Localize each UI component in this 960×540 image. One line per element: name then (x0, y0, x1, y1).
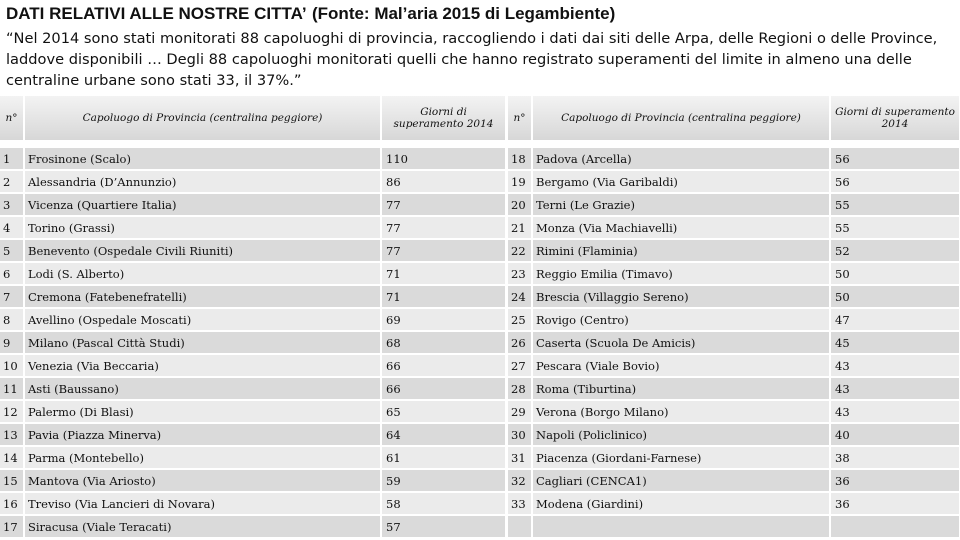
table-row (508, 239, 960, 262)
table-header-row (0, 96, 506, 144)
days-cell: 77 (381, 193, 506, 216)
table-row (508, 193, 960, 216)
table-row (508, 492, 960, 515)
source-citation: (Fonte: Mal’aria 2015 di Legambiente) (312, 4, 616, 23)
rank-cell: 24 (508, 285, 532, 308)
city-cell: Avellino (Ospedale Moscati) (24, 308, 381, 331)
city-cell: Rimini (Flaminia) (532, 239, 830, 262)
days-cell: 57 (381, 515, 506, 538)
rank-cell: 12 (0, 400, 24, 423)
city-cell: Pavia (Piazza Minerva) (24, 423, 381, 446)
rank-cell: 25 (508, 308, 532, 331)
ranking-tables (0, 96, 960, 540)
slide-title: DATI RELATIVI ALLE NOSTRE CITTA’ (6, 4, 307, 23)
days-cell: 43 (830, 354, 960, 377)
city-cell: Cagliari (CENCA1) (532, 469, 830, 492)
header-city: Capoluogo di Provincia (centralina peggiore) (24, 96, 381, 144)
rank-cell: 30 (508, 423, 532, 446)
rank-cell: 22 (508, 239, 532, 262)
table-row (508, 377, 960, 400)
days-cell: 47 (830, 308, 960, 331)
days-cell: 58 (381, 492, 506, 515)
rank-cell: 19 (508, 170, 532, 193)
days-cell: 68 (381, 331, 506, 354)
city-cell: Asti (Baussano) (24, 377, 381, 400)
rank-cell: 15 (0, 469, 24, 492)
header-n: n° (508, 96, 532, 144)
rank-cell: 13 (0, 423, 24, 446)
city-cell: Palermo (Di Blasi) (24, 400, 381, 423)
table-row (0, 377, 506, 400)
rank-cell: 18 (508, 144, 532, 170)
table-row (0, 354, 506, 377)
days-cell: 43 (830, 400, 960, 423)
table-row (508, 354, 960, 377)
table-row (0, 492, 506, 515)
days-cell: 86 (381, 170, 506, 193)
table-row (508, 170, 960, 193)
city-cell: Lodi (S. Alberto) (24, 262, 381, 285)
days-cell: 43 (830, 377, 960, 400)
days-cell: 38 (830, 446, 960, 469)
table-row (508, 400, 960, 423)
days-cell: 56 (830, 170, 960, 193)
days-cell: 71 (381, 262, 506, 285)
city-cell: Verona (Borgo Milano) (532, 400, 830, 423)
table-row (508, 446, 960, 469)
table-row (0, 170, 506, 193)
table-row (0, 239, 506, 262)
city-cell: Modena (Giardini) (532, 492, 830, 515)
rank-cell: 6 (0, 262, 24, 285)
city-cell: Torino (Grassi) (24, 216, 381, 239)
city-cell: Treviso (Via Lancieri di Novara) (24, 492, 381, 515)
quote-paragraph: “Nel 2014 sono stati monitorati 88 capoluoghi di provincia, raccogliendo i dati dai siti delle Arpa, delle Regioni o delle Province, laddove disponibili … Degli 88 capoluoghi monitorati quelli che hanno registrato superamenti del limite in almeno una delle centraline urbane sono stati 33, il 37%.” (6, 30, 938, 89)
header-n: n° (0, 96, 24, 144)
ranking-table-left (0, 96, 507, 539)
header-city: Capoluogo di Provincia (centralina peggiore) (532, 96, 830, 144)
days-cell: 64 (381, 423, 506, 446)
rank-cell: 17 (0, 515, 24, 538)
table-row (0, 446, 506, 469)
city-cell: Frosinone (Scalo) (24, 144, 381, 170)
rank-cell: 33 (508, 492, 532, 515)
rank-cell (508, 515, 532, 538)
table-row (0, 285, 506, 308)
days-cell: 55 (830, 216, 960, 239)
days-cell: 36 (830, 492, 960, 515)
table-row (0, 469, 506, 492)
rank-cell: 3 (0, 193, 24, 216)
days-cell: 36 (830, 469, 960, 492)
city-cell: Terni (Le Grazie) (532, 193, 830, 216)
rank-cell: 5 (0, 239, 24, 262)
rank-cell: 7 (0, 285, 24, 308)
city-cell: Roma (Tiburtina) (532, 377, 830, 400)
days-cell: 56 (830, 144, 960, 170)
table-row (0, 308, 506, 331)
rank-cell: 26 (508, 331, 532, 354)
rank-cell: 2 (0, 170, 24, 193)
days-cell: 40 (830, 423, 960, 446)
days-cell: 69 (381, 308, 506, 331)
rank-cell: 20 (508, 193, 532, 216)
rank-cell: 29 (508, 400, 532, 423)
rank-cell: 8 (0, 308, 24, 331)
city-cell: Parma (Montebello) (24, 446, 381, 469)
rank-cell: 11 (0, 377, 24, 400)
days-cell: 50 (830, 262, 960, 285)
city-cell: Bergamo (Via Garibaldi) (532, 170, 830, 193)
header-days: Giorni di superamento 2014 (381, 96, 506, 144)
city-cell: Piacenza (Giordani-Farnese) (532, 446, 830, 469)
city-cell: Reggio Emilia (Timavo) (532, 262, 830, 285)
rank-cell: 9 (0, 331, 24, 354)
city-cell: Brescia (Villaggio Sereno) (532, 285, 830, 308)
rank-cell: 31 (508, 446, 532, 469)
days-cell: 110 (381, 144, 506, 170)
days-cell: 71 (381, 285, 506, 308)
city-cell: Padova (Arcella) (532, 144, 830, 170)
table-row (508, 144, 960, 170)
table-row (0, 262, 506, 285)
city-cell: Milano (Pascal Città Studi) (24, 331, 381, 354)
city-cell: Mantova (Via Ariosto) (24, 469, 381, 492)
rank-cell: 28 (508, 377, 532, 400)
rank-cell: 32 (508, 469, 532, 492)
table-row (508, 423, 960, 446)
days-cell: 77 (381, 216, 506, 239)
days-cell (830, 515, 960, 538)
city-cell: Siracusa (Viale Teracati) (24, 515, 381, 538)
city-cell: Vicenza (Quartiere Italia) (24, 193, 381, 216)
table-row (0, 216, 506, 239)
table-row (508, 308, 960, 331)
rank-cell: 10 (0, 354, 24, 377)
city-cell: Rovigo (Centro) (532, 308, 830, 331)
table-row (0, 331, 506, 354)
table-row (508, 285, 960, 308)
table-row (0, 193, 506, 216)
days-cell: 55 (830, 193, 960, 216)
table-row (0, 144, 506, 170)
rank-cell: 4 (0, 216, 24, 239)
table-header-row (508, 96, 960, 144)
days-cell: 66 (381, 377, 506, 400)
table-row (508, 469, 960, 492)
days-cell: 66 (381, 354, 506, 377)
days-cell: 59 (381, 469, 506, 492)
rank-cell: 27 (508, 354, 532, 377)
rank-cell: 14 (0, 446, 24, 469)
rank-cell: 21 (508, 216, 532, 239)
table-row (0, 515, 506, 538)
city-cell (532, 515, 830, 538)
table-row (0, 400, 506, 423)
city-cell: Pescara (Viale Bovio) (532, 354, 830, 377)
table-row (508, 331, 960, 354)
city-cell: Napoli (Policlinico) (532, 423, 830, 446)
city-cell: Caserta (Scuola De Amicis) (532, 331, 830, 354)
city-cell: Venezia (Via Beccaria) (24, 354, 381, 377)
city-cell: Cremona (Fatebenefratelli) (24, 285, 381, 308)
days-cell: 52 (830, 239, 960, 262)
days-cell: 45 (830, 331, 960, 354)
rank-cell: 1 (0, 144, 24, 170)
days-cell: 65 (381, 400, 506, 423)
rank-cell: 16 (0, 492, 24, 515)
table-row (508, 216, 960, 239)
days-cell: 61 (381, 446, 506, 469)
table-row (508, 515, 960, 538)
header-days: Giorni di superamento 2014 (830, 96, 960, 144)
slide-title-line (6, 4, 616, 28)
city-cell: Alessandria (D’Annunzio) (24, 170, 381, 193)
city-cell: Monza (Via Machiavelli) (532, 216, 830, 239)
rank-cell: 23 (508, 262, 532, 285)
table-row (508, 262, 960, 285)
table-row (0, 423, 506, 446)
city-cell: Benevento (Ospedale Civili Riuniti) (24, 239, 381, 262)
days-cell: 77 (381, 239, 506, 262)
ranking-table-right (508, 96, 960, 539)
days-cell: 50 (830, 285, 960, 308)
